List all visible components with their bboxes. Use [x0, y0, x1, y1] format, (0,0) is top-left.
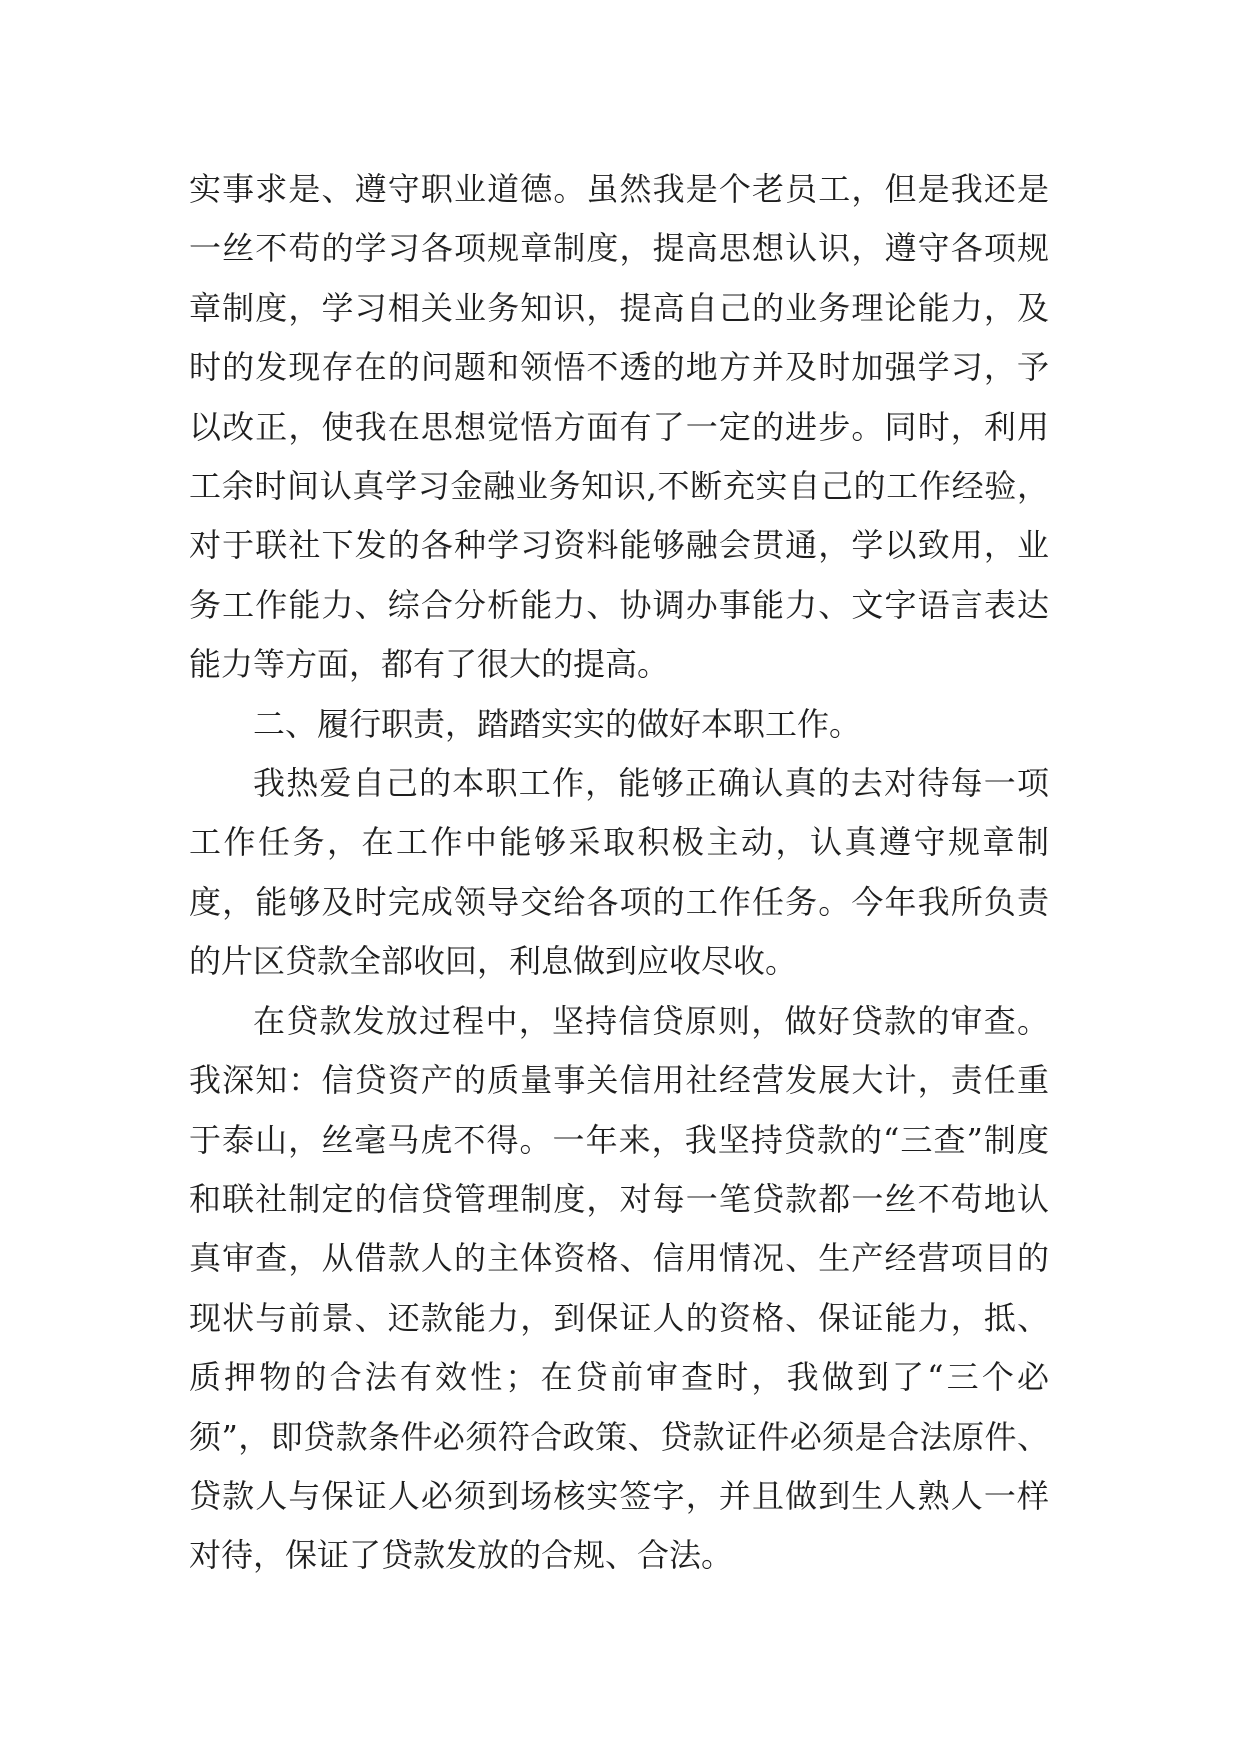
paragraph-3: 在贷款发放过程中，坚持信贷原则，做好贷款的审查。我深知：信贷资产的质量事关信用社经营发展大计，责任重于泰山，丝毫马虎不得。一年来，我坚持贷款的“三查”制度和联社制定的信贷管理制度，对每一笔贷款都一丝不苟地认真审查，从借款人的主体资格、信用情况、生产经营项目的现状与前景、还款能力，到保证人的资格、保证能力，抵、质押物的合法有效性；在贷前审查时，我做到了“三个必须”，即贷款条件必须符合政策、贷款证件必须是合法原件、贷款人与保证人必须到场核实签字，并且做到生人熟人一样对待，保证了贷款发放的合规、合法。 [189, 1001, 1049, 1575]
paragraph-2: 我热爱自己的本职工作，能够正确认真的去对待每一项工作任务，在工作中能够采取积极主动，认真遵守规章制度，能够及时完成领导交给各项的工作任务。今年我所负责的片区贷款全部收回，利息做到应收尽收。 [189, 764, 1049, 981]
section-heading: 二、履行职责，踏踏实实的做好本职工作。 [253, 704, 862, 743]
paragraph-1: 实事求是、遵守职业道德。虽然我是个老员工，但是我还是一丝不苟的学习各项规章制度，提高思想认识，遵守各项规章制度，学习相关业务知识，提高自己的业务理论能力，及时的发现存在的问题和领悟不透的地方并及时加强学习，予以改正，使我在思想觉悟方面有了一定的进步。同时，利用工余时间认真学习金融业务知识,不断充实自己的工作经验，对于联社下发的各种学习资料能够融会贯通，学以致用，业务工作能力、综合分析能力、协调办事能力、文字语言表达能力等方面，都有了很大的提高。 [189, 170, 1049, 684]
document-body [189, 160, 1049, 1586]
